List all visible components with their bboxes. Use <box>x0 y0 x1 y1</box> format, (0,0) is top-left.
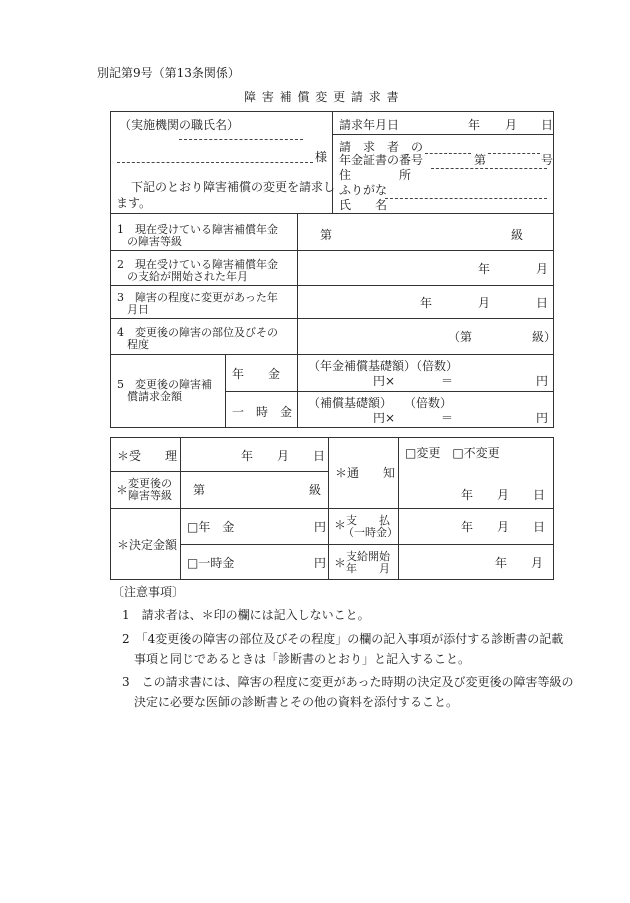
kettei-label-cell <box>111 509 181 580</box>
shiharai-date: 年 月 日 <box>461 520 546 534</box>
request-date-day: 日 <box>541 118 554 132</box>
sama-label: 様 <box>315 150 328 164</box>
address-line[interactable] <box>431 168 547 169</box>
tsuchi-label: ＊通 知 <box>335 466 396 480</box>
shiharai-asterisk: ＊ <box>334 518 347 532</box>
row3-month: 月 <box>478 296 491 310</box>
shiharai-label-cell <box>329 509 399 545</box>
ichiji-yen-times: 円× <box>373 410 396 425</box>
agency-name-line[interactable] <box>179 139 303 140</box>
nenkin-basis-label: （年金補償基礎額）（倍数） <box>308 359 459 373</box>
address-label: 住 所 <box>339 168 412 182</box>
row2-month: 月 <box>536 262 549 276</box>
name-label: 氏 名 <box>339 198 388 212</box>
kyu-dai: 第 <box>193 483 206 498</box>
row2-year: 年 <box>478 262 491 276</box>
nenkin-label: 年 金 <box>232 367 281 381</box>
nenkin-amount-cell[interactable] <box>181 509 329 545</box>
kyu-kyu: 級 <box>309 483 322 498</box>
claimant-cell <box>333 112 554 214</box>
note-2-line1: 2 「4変更後の障害の部位及びその程度」の欄の記入事項が添付する診断書の記載 <box>122 632 564 646</box>
kyu-asterisk: ＊ <box>116 483 129 498</box>
nenkin-value-cell[interactable] <box>298 355 554 392</box>
row3-value-cell[interactable] <box>298 286 554 319</box>
ichiji-yen: 円 <box>536 410 549 425</box>
row4-label-line1: 4 変更後の障害の部位及びその <box>117 326 278 339</box>
nenkin-yen: 円 <box>536 374 549 388</box>
row1-kyu: 級 <box>511 228 524 242</box>
kyu-label-line1: 変更後の <box>128 477 172 491</box>
row5-label-line2: 償請求金額 <box>127 390 182 403</box>
ichiji-checkbox[interactable]: □一時金 <box>187 555 235 570</box>
date-divider <box>333 134 554 135</box>
row5-label-line1: 5 変更後の障害補 <box>117 378 212 391</box>
request-date-label: 請求年月日 <box>339 118 400 132</box>
agency-cell <box>111 112 336 214</box>
kyu-label-line2: 障害等級 <box>128 489 172 503</box>
pension-cert-label: 年金証書の番号 <box>339 153 424 167</box>
request-form-table <box>110 111 557 428</box>
request-date-year: 年 <box>468 118 481 132</box>
cert-dai: 第 <box>474 153 487 167</box>
nenkin-yen-times: 円× <box>373 374 396 388</box>
nenkin-label-cell <box>226 355 298 392</box>
nenkin-amount-yen: 円 <box>314 520 327 534</box>
row3-year: 年 <box>420 296 433 310</box>
juri-label: ＊受 理 <box>117 449 178 463</box>
kyu-value-cell[interactable] <box>181 472 329 509</box>
note-3-line1: 3 この請求書には、障害の程度に変更があった時期の決定及び変更後の障害等級の <box>122 675 574 689</box>
row1-value-cell[interactable] <box>298 214 554 251</box>
row4-value-cell[interactable] <box>298 319 557 355</box>
office-use-table <box>110 437 554 580</box>
row1-label-line2: の障害等級 <box>127 235 182 248</box>
juri-date: 年 月 日 <box>241 449 326 463</box>
row4-label-cell <box>111 319 298 355</box>
request-date-month: 月 <box>505 118 518 132</box>
note-1: 1 請求者は、＊印の欄には記入しないこと。 <box>122 608 370 622</box>
start-label-cell <box>329 544 399 580</box>
notes-heading: 〔注意事項〕 <box>112 585 185 599</box>
row5-label-cell <box>111 355 226 428</box>
tsuchi-label-cell <box>329 438 399 509</box>
name-line[interactable] <box>385 198 547 199</box>
tsuchi-value-cell[interactable] <box>399 438 554 509</box>
shiharai-date-cell[interactable] <box>399 509 554 545</box>
ichiji-amount-yen: 円 <box>314 555 327 570</box>
note-3-line2: 決定に必要な医師の診断書とその他の資料を添付すること。 <box>134 695 459 709</box>
ichiji-label: 一 時 金 <box>232 404 293 419</box>
annex-label: 別記第9号（第13条関係） <box>97 66 240 80</box>
row3-label-cell <box>111 286 298 319</box>
row3-label-line2: 月日 <box>127 303 149 316</box>
row4-label-line2: 程度 <box>127 338 149 351</box>
row2-label-line1: 2 現在受けている障害補償年金 <box>117 258 278 271</box>
juri-date-cell[interactable] <box>181 438 329 472</box>
row3-day: 日 <box>536 296 549 310</box>
start-label-line2: 年 月 <box>346 561 390 575</box>
row2-label-line2: の支給が開始された年月 <box>127 270 248 283</box>
row2-label-cell <box>111 251 298 286</box>
start-asterisk: ＊ <box>334 555 347 570</box>
kyu-label-cell <box>111 472 181 509</box>
cert-gou: 号 <box>541 153 554 167</box>
change-options[interactable]: □変更 □不変更 <box>405 446 500 460</box>
row1-label-cell <box>111 214 298 251</box>
shiharai-label-line1: 支 払 <box>346 514 390 527</box>
agency-label: （実施機関の職氏名） <box>119 118 240 132</box>
row1-dai: 第 <box>320 228 333 242</box>
nenkin-equals: ＝ <box>441 374 454 388</box>
shiharai-label-line2: （一時金） <box>343 526 398 539</box>
row4-grade: （第 級） <box>448 330 557 344</box>
tsuchi-date: 年 月 日 <box>461 488 546 502</box>
cert-number-line[interactable] <box>488 153 540 154</box>
start-label-line1: 支給開始 <box>346 549 390 563</box>
form-title: 障 害 補 償 変 更 請 求 書 <box>244 90 400 104</box>
row2-value-cell[interactable] <box>298 251 554 286</box>
ichiji-label-cell <box>226 391 298 428</box>
row1-label-line1: 1 現在受けている障害補償年金 <box>117 223 278 236</box>
start-date-cell[interactable] <box>399 544 554 580</box>
agency-title-line[interactable] <box>117 162 313 163</box>
cert-prefix-line[interactable] <box>425 153 471 154</box>
row3-label-line1: 3 障害の程度に変更があった年 <box>117 291 278 304</box>
ichiji-value-cell[interactable] <box>298 391 554 428</box>
request-text-line2: ます。 <box>116 196 152 210</box>
claimant-label: 請 求 者 の <box>339 140 424 154</box>
request-text-line1: 下記のとおり障害補償の変更を請求し <box>131 180 336 194</box>
ichiji-equals: ＝ <box>441 410 454 425</box>
note-2-line2: 事項と同じであるときは「診断書のとおり」と記入すること。 <box>134 652 471 666</box>
juri-label-cell <box>111 438 181 472</box>
furigana-label: ふりがな <box>339 183 388 197</box>
start-date: 年 月 <box>495 555 544 570</box>
nenkin-checkbox[interactable]: □年 金 <box>187 520 235 534</box>
ichiji-amount-cell[interactable] <box>181 544 329 580</box>
ichiji-basis-label: （補償基礎額） （倍数） <box>308 395 453 410</box>
kettei-label: ＊決定金額 <box>117 538 178 552</box>
